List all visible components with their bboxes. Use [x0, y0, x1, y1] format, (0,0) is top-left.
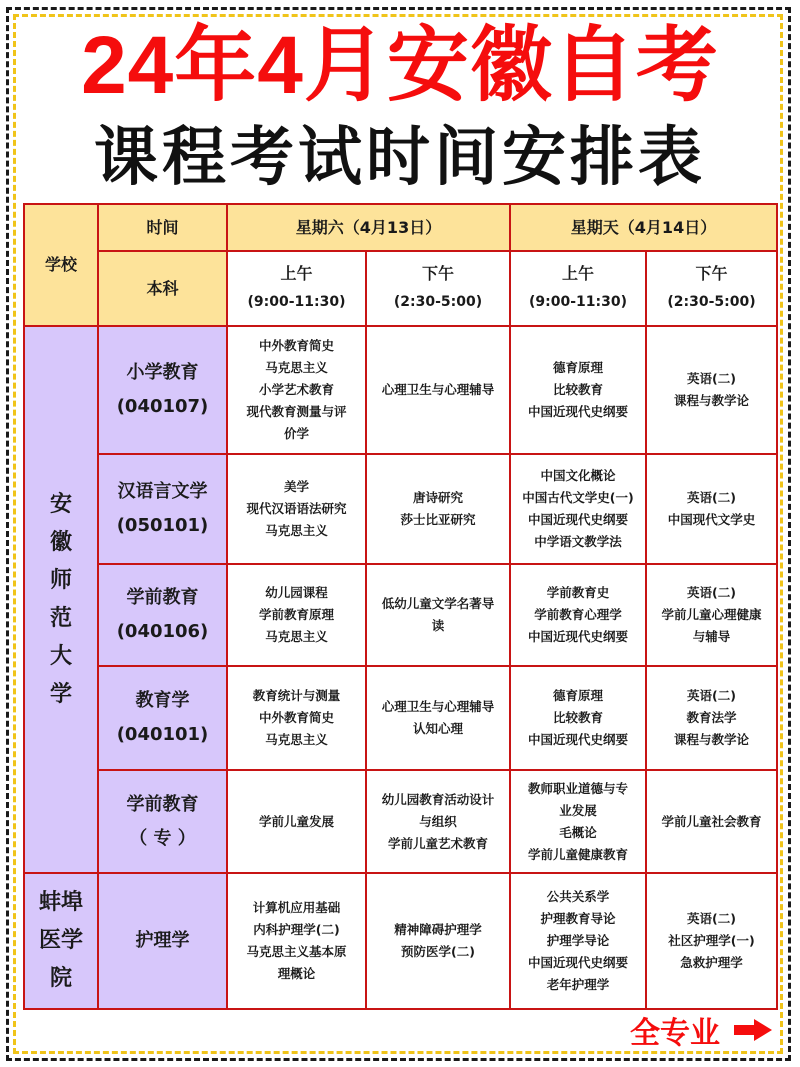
- course-name: 现代教育测量与评: [246, 404, 347, 419]
- course-name: 马克思主义基本原: [246, 944, 347, 959]
- course-name: 认知心理: [412, 721, 463, 736]
- school-name-line: 范: [49, 605, 72, 631]
- course-name: 英语(二): [687, 911, 736, 926]
- course-cell: [366, 564, 510, 666]
- school-name-line: 徽: [49, 529, 72, 555]
- course-name: 中国近现代史纲要: [527, 629, 628, 644]
- course-name: 比较教育: [552, 382, 603, 397]
- slot-period: 上午: [561, 263, 594, 283]
- course-name: 小学艺术教育: [258, 382, 334, 397]
- course-name: 社区护理学(一): [668, 933, 755, 948]
- course-name: 预防医学(二): [401, 944, 475, 959]
- course-name: 老年护理学: [546, 977, 610, 992]
- course-name: 价学: [283, 426, 309, 441]
- school-name: [25, 884, 97, 998]
- course-name: 德育原理: [552, 360, 603, 375]
- major-cell: [98, 564, 227, 666]
- slot-sat-am: [227, 251, 366, 326]
- page-subtitle: 课程考试时间安排表: [94, 121, 706, 193]
- exam-schedule-table: [23, 203, 778, 1010]
- course-name: 学前儿童发展: [258, 813, 334, 829]
- course-cell: [227, 873, 366, 1009]
- table-row: [24, 326, 777, 454]
- course-cell: [366, 666, 510, 770]
- major-name: 护理学: [135, 930, 190, 951]
- course-cell: [510, 666, 646, 770]
- table-row: [24, 770, 777, 873]
- school-name: [25, 486, 97, 714]
- course-name: 业发展: [559, 802, 597, 818]
- school-name-line: 蚌埠: [38, 890, 83, 915]
- slot-period: 上午: [280, 263, 313, 283]
- header-day-sunday: 星期天（4月14日）: [510, 204, 777, 251]
- course-cell: [510, 564, 646, 666]
- header-row-slots: [24, 251, 777, 326]
- course-name: 中国近现代史纲要: [527, 732, 628, 747]
- school-name-line: 学: [49, 681, 72, 707]
- course-name: 马克思主义: [265, 360, 328, 375]
- course-name: 教育统计与测量: [252, 688, 341, 703]
- school-bengbu-medical: [24, 873, 98, 1009]
- course-name: 中国近现代史纲要: [527, 955, 628, 970]
- course-name: 护理教育导论: [540, 911, 616, 926]
- slot-sat-pm: [366, 251, 510, 326]
- course-name: 英语(二): [687, 688, 736, 703]
- course-name: 急救护理学: [680, 955, 743, 970]
- major-cell: [98, 666, 227, 770]
- course-name: 英语(二): [687, 585, 736, 600]
- course-name: 与辅导: [692, 629, 731, 644]
- course-name: 毛概论: [559, 824, 597, 840]
- course-name: 计算机应用基础: [252, 900, 341, 915]
- school-name-line: 师: [49, 567, 72, 593]
- course-name: 读: [431, 618, 445, 633]
- course-name: 内科护理学(二): [253, 922, 340, 937]
- course-cell: [646, 666, 777, 770]
- major-name: 学前教育: [126, 587, 199, 608]
- course-cell: [227, 666, 366, 770]
- slot-time: (2:30-5:00): [667, 293, 756, 310]
- course-name: 学前儿童社会教育: [661, 813, 762, 829]
- major-cell: [98, 873, 227, 1009]
- school-name-line: 大: [49, 643, 72, 669]
- course-name: 低幼儿童文学名著导: [381, 596, 495, 611]
- course-cell: [646, 564, 777, 666]
- course-cell: [366, 873, 510, 1009]
- school-anhui-normal: [24, 326, 98, 873]
- course-name: 莎士比亚研究: [400, 512, 476, 527]
- course-cell: [227, 454, 366, 564]
- course-cell: [646, 454, 777, 564]
- slot-time: (9:00-11:30): [247, 293, 346, 310]
- course-name: 心理卫生与心理辅导: [381, 382, 495, 397]
- all-majors-link[interactable]: [630, 1010, 772, 1050]
- course-name: 马克思主义: [265, 629, 328, 644]
- course-name: 马克思主义: [265, 523, 328, 538]
- course-name: 中国文化概论: [540, 468, 616, 483]
- course-cell: [646, 873, 777, 1009]
- school-name-line: 安: [49, 491, 72, 517]
- major-name: 汉语言文学: [117, 481, 208, 502]
- course-name: 中国近现代史纲要: [527, 404, 628, 419]
- slot-time: (2:30-5:00): [393, 293, 483, 310]
- page-title: 24年4月安徽自考: [81, 20, 719, 111]
- course-cell: [227, 564, 366, 666]
- course-name: 教师职业道德与专: [527, 780, 628, 796]
- course-name: 中国古代文学史(一): [522, 490, 634, 505]
- header-time: 时间: [98, 204, 227, 251]
- course-name: 教育法学: [686, 710, 737, 725]
- course-name: 学前教育心理学: [534, 607, 622, 622]
- course-name: 中学语文教学法: [534, 534, 622, 549]
- course-cell: [227, 770, 366, 873]
- course-cell: [366, 770, 510, 873]
- major-code: (040106): [116, 621, 209, 642]
- course-name: 学前教育原理: [258, 607, 334, 622]
- header-level: 本科: [98, 251, 227, 326]
- course-name: 幼儿园课程: [265, 585, 328, 600]
- course-name: 美学: [283, 479, 309, 494]
- course-name: 学前儿童心理健康: [661, 607, 762, 622]
- slot-sun-pm: [646, 251, 777, 326]
- course-cell: [510, 326, 646, 454]
- course-name: 中外教育简史: [258, 338, 334, 353]
- course-name: 公共关系学: [546, 889, 610, 904]
- major-code: (050101): [116, 515, 209, 536]
- slot-time: (9:00-11:30): [529, 293, 627, 310]
- course-name: 护理学导论: [546, 933, 610, 948]
- course-name: 英语(二): [687, 371, 736, 386]
- course-name: 学前儿童艺术教育: [387, 835, 488, 851]
- table-row: [24, 564, 777, 666]
- course-cell: [227, 326, 366, 454]
- slot-period: 下午: [695, 263, 728, 283]
- course-name: 理概论: [277, 966, 316, 981]
- major-name: 教育学: [135, 690, 190, 711]
- all-majors-label: 全专业: [630, 1017, 720, 1050]
- course-cell: [510, 873, 646, 1009]
- major-cell: [98, 326, 227, 454]
- course-name: 与组织: [419, 813, 457, 829]
- major-code: (040107): [116, 396, 209, 417]
- course-name: 中外教育简史: [258, 710, 334, 725]
- course-name: 精神障碍护理学: [394, 922, 482, 937]
- school-name-line: 医学: [38, 928, 83, 953]
- course-cell: [646, 326, 777, 454]
- course-name: 课程与教学论: [673, 732, 749, 747]
- course-cell: [510, 454, 646, 564]
- major-code: (040101): [116, 724, 209, 745]
- course-name: 心理卫生与心理辅导: [381, 699, 495, 714]
- course-cell: [510, 770, 646, 873]
- course-name: 学前儿童健康教育: [527, 846, 628, 862]
- course-name: 课程与教学论: [673, 393, 749, 408]
- header-school: 学校: [24, 204, 98, 326]
- course-name: 马克思主义: [265, 732, 328, 747]
- slot-period: 下午: [421, 263, 454, 283]
- course-name: 英语(二): [687, 490, 736, 505]
- header-day-saturday: 星期六（4月13日）: [227, 204, 510, 251]
- major-cell: [98, 770, 227, 873]
- course-name: 学前教育史: [546, 585, 610, 600]
- course-cell: [366, 454, 510, 564]
- major-name: 小学教育: [126, 362, 199, 383]
- course-name: 唐诗研究: [412, 490, 463, 505]
- major-name: 学前教育: [126, 793, 199, 815]
- school-name-line: 院: [49, 966, 72, 991]
- arrow-right-icon: [734, 1019, 772, 1041]
- course-name: 中国近现代史纲要: [527, 512, 628, 527]
- course-name: 德育原理: [552, 688, 603, 703]
- header-row-days: [24, 204, 777, 251]
- major-cell: [98, 454, 227, 564]
- major-code: （ 专 ）: [129, 827, 196, 849]
- table-row: [24, 873, 777, 1009]
- course-name: 现代汉语语法研究: [246, 501, 347, 516]
- course-cell: [646, 770, 777, 873]
- course-name: 幼儿园教育活动设计: [381, 791, 495, 807]
- course-cell: [366, 326, 510, 454]
- slot-sun-am: [510, 251, 646, 326]
- course-name: 中国现代文学史: [667, 512, 756, 527]
- table-row: [24, 454, 777, 564]
- course-name: 比较教育: [552, 710, 603, 725]
- table-row: [24, 666, 777, 770]
